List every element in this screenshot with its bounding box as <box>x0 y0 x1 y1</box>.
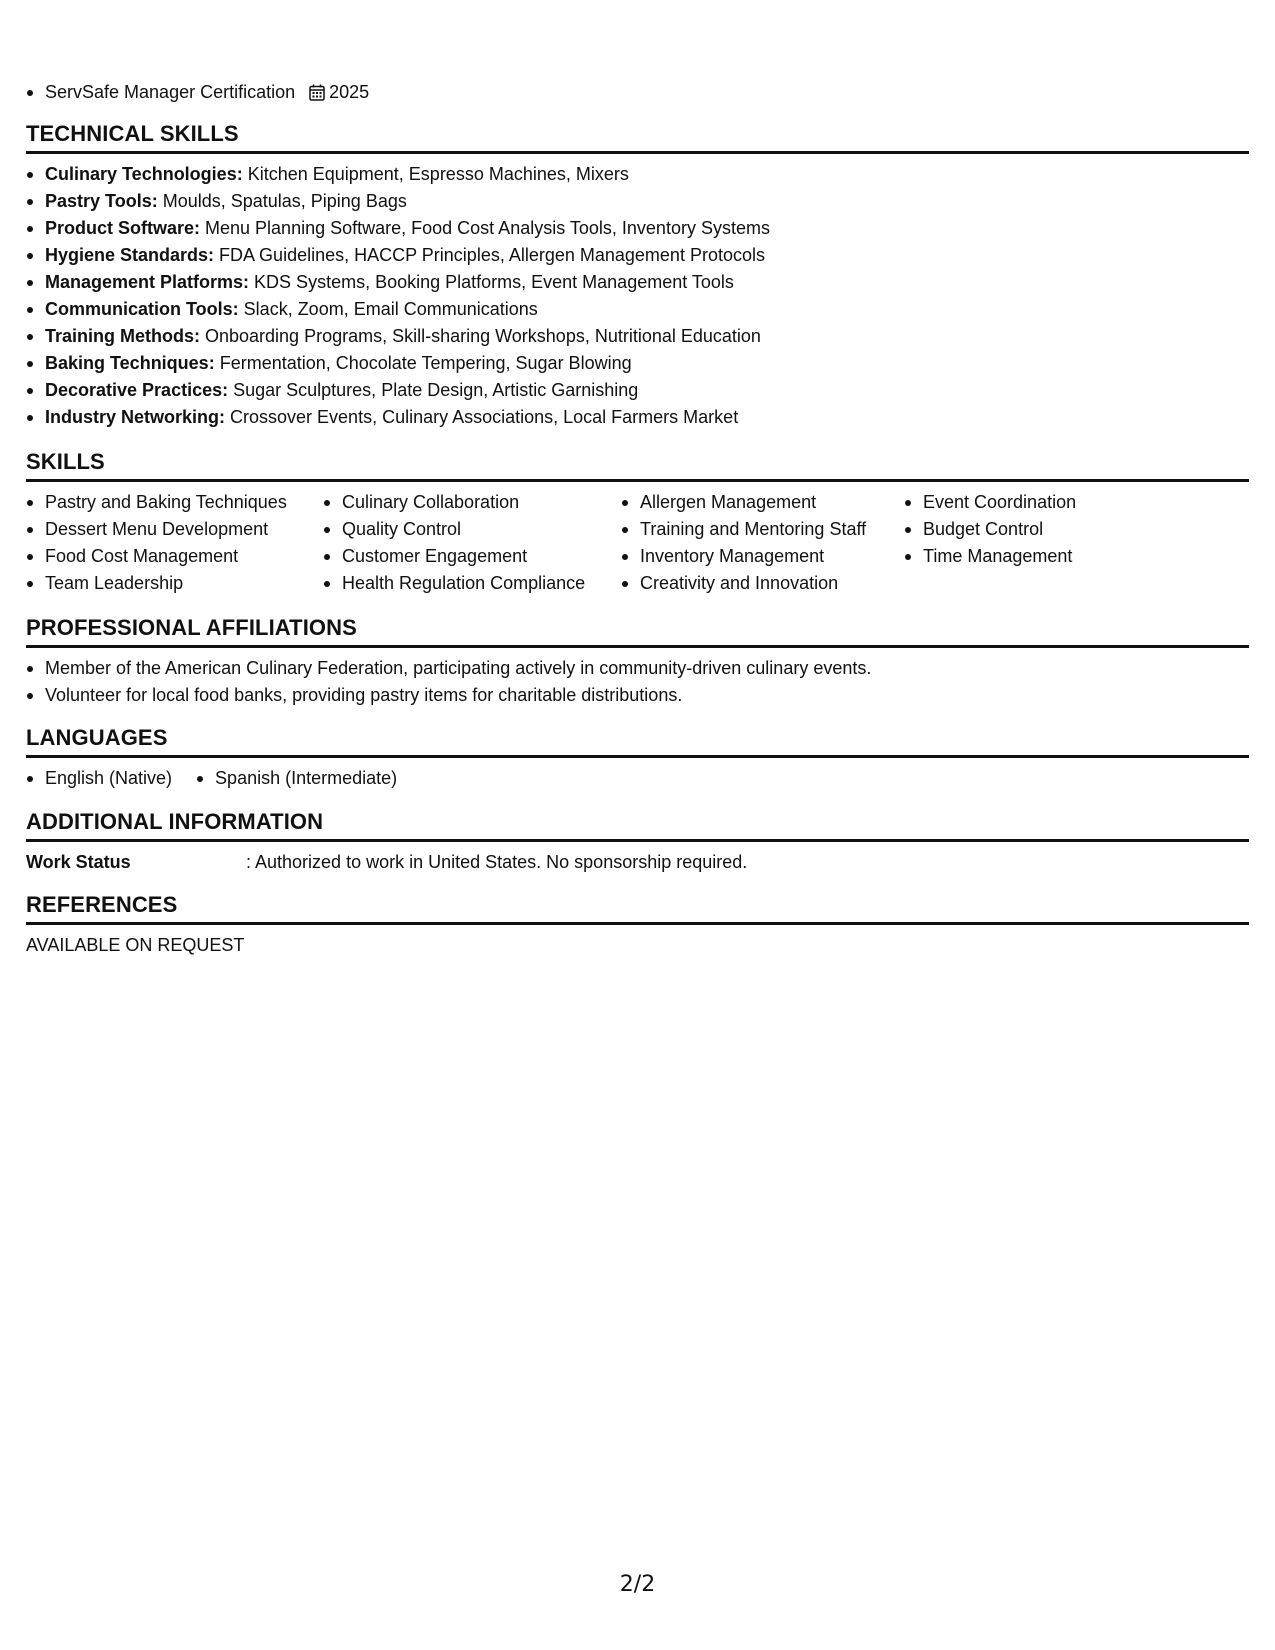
language-item: Spanish (Intermediate) <box>196 765 397 792</box>
skills-column <box>26 489 323 597</box>
skill-item: Allergen Management <box>621 489 904 516</box>
references-section <box>26 890 1249 959</box>
certification-item <box>26 79 369 106</box>
section-title-affiliations: PROFESSIONAL AFFILIATIONS <box>26 613 1249 648</box>
skill-item: Time Management <box>904 543 1204 570</box>
section-title-technical-skills: TECHNICAL SKILLS <box>26 119 1249 154</box>
technical-skill-item <box>26 296 1249 323</box>
skills-grid <box>26 482 1249 597</box>
technical-skill-item <box>26 377 1249 404</box>
technical-skill-value: Fermentation, Chocolate Tempering, Sugar Blowing <box>214 353 632 373</box>
technical-skill-item <box>26 350 1249 377</box>
skill-item: Culinary Collaboration <box>323 489 621 516</box>
references-text: AVAILABLE ON REQUEST <box>26 935 245 955</box>
certification-list <box>26 79 369 106</box>
technical-skill-item <box>26 161 1249 188</box>
technical-skill-item <box>26 242 1249 269</box>
skill-item: Food Cost Management <box>26 543 323 570</box>
technical-skills-list <box>26 154 1249 431</box>
skill-item: Quality Control <box>323 516 621 543</box>
skill-item: Pastry and Baking Techniques <box>26 489 323 516</box>
technical-skill-label: Industry Networking: <box>45 407 226 427</box>
technical-skill-label: Training Methods: <box>45 326 200 346</box>
languages-list <box>26 758 1249 792</box>
technical-skill-item <box>26 188 1249 215</box>
section-title-references: REFERENCES <box>26 890 1249 925</box>
technical-skill-value: Kitchen Equipment, Espresso Machines, Mixers <box>242 164 629 184</box>
technical-skill-value: Sugar Sculptures, Plate Design, Artistic Garnishing <box>228 380 639 400</box>
technical-skill-item <box>26 269 1249 296</box>
technical-skills-section <box>26 119 1249 431</box>
page-number: 2/2 <box>619 1572 656 1597</box>
skills-column <box>621 489 904 597</box>
technical-skill-label: Culinary Technologies: <box>45 164 243 184</box>
technical-skill-label: Pastry Tools: <box>45 191 158 211</box>
skill-item: Team Leadership <box>26 570 323 597</box>
technical-skill-value: KDS Systems, Booking Platforms, Event Management Tools <box>249 272 734 292</box>
technical-skill-label: Baking Techniques: <box>45 353 215 373</box>
affiliation-item: Member of the American Culinary Federation, participating actively in community-driven culinary events. <box>26 655 1249 682</box>
affiliations-list <box>26 648 1249 709</box>
technical-skill-item <box>26 323 1249 350</box>
technical-skill-label: Product Software: <box>45 218 201 238</box>
skill-item: Health Regulation Compliance <box>323 570 621 597</box>
technical-skill-label: Management Platforms: <box>45 272 250 292</box>
skill-item: Customer Engagement <box>323 543 621 570</box>
skill-item: Creativity and Innovation <box>621 570 904 597</box>
technical-skill-value: Menu Planning Software, Food Cost Analysis Tools, Inventory Systems <box>200 218 770 238</box>
work-status-row <box>26 842 1249 876</box>
language-item: English (Native) <box>26 765 172 792</box>
skills-section <box>26 447 1249 597</box>
additional-information-section <box>26 807 1249 876</box>
section-title-skills: SKILLS <box>26 447 1249 482</box>
languages-section <box>26 723 1249 792</box>
affiliation-item: Volunteer for local food banks, providing pastry items for charitable distributions. <box>26 682 1249 709</box>
technical-skill-label: Hygiene Standards: <box>45 245 215 265</box>
skill-item: Event Coordination <box>904 489 1204 516</box>
technical-skill-value: Slack, Zoom, Email Communications <box>238 299 538 319</box>
technical-skill-value: FDA Guidelines, HACCP Principles, Allergen Management Protocols <box>214 245 765 265</box>
skills-column <box>323 489 621 597</box>
work-status-label: Work Status <box>26 852 131 872</box>
certification-year: 2025 <box>329 82 370 102</box>
resume-page <box>26 0 1249 1650</box>
technical-skill-item <box>26 404 1249 431</box>
technical-skill-value: Crossover Events, Culinary Associations, Local Farmers Market <box>225 407 739 427</box>
calendar-icon <box>309 84 325 101</box>
skill-item: Training and Mentoring Staff <box>621 516 904 543</box>
technical-skill-value: Moulds, Spatulas, Piping Bags <box>157 191 407 211</box>
technical-skill-label: Decorative Practices: <box>45 380 229 400</box>
section-title-languages: LANGUAGES <box>26 723 1249 758</box>
skill-item: Dessert Menu Development <box>26 516 323 543</box>
technical-skill-item <box>26 215 1249 242</box>
technical-skill-value: Onboarding Programs, Skill-sharing Workshops, Nutritional Education <box>200 326 761 346</box>
certification-name: ServSafe Manager Certification <box>45 82 296 102</box>
technical-skill-label: Communication Tools: <box>45 299 239 319</box>
skill-item: Inventory Management <box>621 543 904 570</box>
section-title-additional-information: ADDITIONAL INFORMATION <box>26 807 1249 842</box>
affiliations-section <box>26 613 1249 709</box>
skill-item: Budget Control <box>904 516 1204 543</box>
work-status-value: : Authorized to work in United States. No sponsorship required. <box>246 852 748 872</box>
skills-column <box>904 489 1204 597</box>
